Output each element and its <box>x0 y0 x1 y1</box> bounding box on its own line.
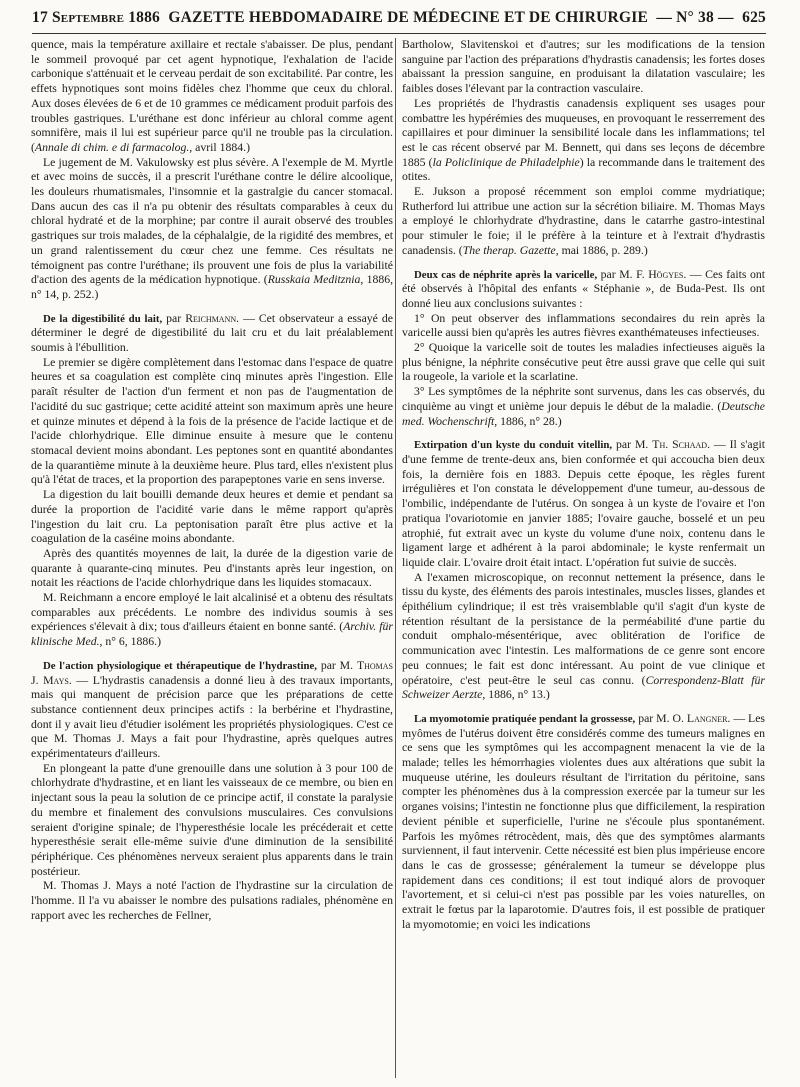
article-hydrastine: De l'action physiologique et thérapeutique de l'hydrastine, par M. Thomas J. Mays. — L'hydrastis canadensis a donné lieu à des travaux importants, mais qui manquent de précision parce que les préparations de cette substance contiennent deux principes actifs : la berbérine et l'hydrastine, dont il y avait lieu d'étudier isolément les propriétés physiologiques. C'est ce que M. Thomas J. Mays a fait pour l'hydrastine, après quelques autres expérimentateurs d'ailleurs. <box>31 658 393 761</box>
paragraph: Le premier se digère complètement dans l'estomac dans l'espace de quatre heures et sa coagulation est complète cinq minutes après l'ingestion. Elle paraît résulter de l'action d'un ferment et non pas de l'augmentation de l'acidité du suc gastrique; cette acidité atteint son maximum après une heure et quinze minutes et dépend à la fois de la présence de l'acide lactique et de l'acide chlorhydrique. Elle diminue ensuite à mesure que le contenu stomacal devient moins abondant. Les peptones sont en quantité abondantes de la quarantième minute à la deuxième heure. Plus tard, elles n'existent plus qu'à l'état de traces, et la proportion des parapeptones varie en sens inverse. <box>31 355 393 487</box>
paragraph: La digestion du lait bouilli demande deux heures et demie et pendant sa durée la proportion de l'acidité varie dans le même rapport qu'après l'ingestion du lait cru. La peptonisation paraît être plus active et la coagulation de la caséine moins abondante. <box>31 488 393 546</box>
article-kyste-conduit-vitellin: Extirpation d'un kyste du conduit vitellin, par M. Th. Schaad. — Il s'agit d'une femme de trente-deux ans, bien conformée et qui accoucha bien deux fois, la dernière fois en 1883. Depuis cette époque, les règles furent irrégulières et l'on constata le développement d'une tumeur, au-dessous de l'ombilic, indépendante de l'utérus. On songea à un kyste de l'ovaire et l'on pratiqua l'ovariotomie en janvier 1885; l'ovaire gauche, bosselé et un peu atrophié, fut extrait avec un kyste du volume d'une noix, contenu dans le ligament large et adhérent à la paroi abdominale; le kyste renfermait un liquide clair. L'ovaire droit était intact. L'opération fut suivie de succès. <box>402 438 765 569</box>
article-heading: La myomotomie pratiquée pendant la grossesse, <box>414 712 636 725</box>
header-date: 17 Septembre 1886 <box>32 9 161 26</box>
article-heading: De la digestibilité du lait, <box>43 312 163 325</box>
issue-number: — N° 38 — <box>656 9 734 26</box>
author-name: Högyes <box>648 267 684 281</box>
paragraph: A l'examen microscopique, on reconnut nettement la présence, dans le tissu du kyste, des éléments des parois intestinales, muscles lisses, glandes et épithélium cylindrique; il est très vraisemblable qu'il s'agit d'un kyste de rétention résultant de la persistance de la perméabilité d'une partie du conduit omphalo-mésentérique, avec oblitération de l'orifice de communication avec l'intestin. Les malformations de ce genre sont encore peu connues; le fait est donc intéressant. Au point de vue clinique et opératoire, c'est peut-être le seul cas connu. (Correspondenz-Blatt für Schweizer Aerzte, 1886, n° 13.) <box>402 570 765 702</box>
citation: Archiv. für klinische Med. <box>31 620 393 649</box>
paragraph: quence, mais la température axillaire et rectale s'abaisser. De plus, pendant le sommeil provoqué par cet agent hypnotique, l'exhalation de l'acide carbonique s'atténuait et le cerveau perdait de son excitabilité. Par contre, les effets hypnotiques sont moins fidèles chez l'homme que ceux du chloral. Aux doses élevées de 6 et de 10 grammes ce médicament produit parfois des troubles gastriques. L'uréthane est donc inférieur au chloral comme agent somnifère, mais il lui est supérieur parce qu'il ne trouble pas la circulation. (Annale di chim. e di farmacolog., avril 1884.) <box>31 38 393 154</box>
author-name: Langner <box>686 711 728 725</box>
page-number: 625 <box>742 9 766 26</box>
column-divider <box>395 38 396 1078</box>
article-nephrite-varicelle: Deux cas de néphrite après la varicelle, par M. F. Högyes. — Ces faits ont été observés à l'hôpital des enfants « Stéphanie », de Buda-Pest. Ils ont donné lieu aux conclusions suivantes : <box>402 267 765 310</box>
citation: Correspondenz-Blatt für Schweizer Aerzte <box>402 673 765 702</box>
article-myomotomie-grossesse: La myomotomie pratiquée pendant la grossesse, par M. O. Langner. — Les myômes de l'utérus doivent être considérés comme des tumeurs malignes en ce sens que les symptômes qui les accompagnent menacent la vie de la malade; telles les hémorrhagies violentes dues aux altérations que subit la muqueuse utérine, les douleurs résultant de l'irritation du péritoine, sans compter les phénomènes dus à la compression exercée par la tumeur sur les organes voisins; l'intestin ne fonctionne plus que difficilement, la respiration devient pénible et superficielle, l'urine ne s'écoule plus spontanément. Parfois les myômes rétrocèdent, mais, dès que des symptômes alarmants surviennent, il faut intervenir. Cette nécessité est bien plus impérieuse encore dans le cas de grossesse; généralement la tumeur se développe plus rapidement dans ces conditions; il est tout indiqué alors de provoquer l'avortement, et si celui-ci n'est pas possible par les voies naturelles, on extrait le fœtus par la laparotomie. D'autres fois, il est possible de pratiquer la myomotomie; en voici les indications <box>402 711 765 931</box>
author-name: Thomas J. Mays <box>31 658 393 687</box>
paragraph: 2° Quoique la varicelle soit de toutes les maladies infectieuses aiguës la plus bénigne, la néphrite consécutive peut être aussi grave que celle qui suit la rougeole, la variole et la scarlatine. <box>402 341 765 384</box>
article-heading: De l'action physiologique et thérapeutique de l'hydrastine, <box>43 659 317 672</box>
article-heading: Deux cas de néphrite après la varicelle, <box>414 268 598 281</box>
paragraph: Après des quantités moyennes de lait, la durée de la digestion varie de quarante à quarante-cinq minutes. Peu d'instants après leur ingestion, on notait les réactions de l'acide chlorhydrique dans les liquides stomacaux. <box>31 546 393 590</box>
citation: The therap. Gazette <box>462 243 556 257</box>
author-name: Th. Schaad <box>652 438 708 452</box>
paragraph: Les propriétés de l'hydrastis canadensis expliquent ses usages pour combattre les hypérémies des muqueuses, en provoquant le resserrement des capillaires et pour diminuer la sensibilité locale dans les inflammations; tel est le cas récent observé par M. Bennett, qui dans ses leçons de décembre 1885 (la Policlinique de Philadelphie) la recommande dans le traitement des otites. <box>402 96 765 184</box>
right-column <box>402 38 765 1082</box>
article-heading: Extirpation d'un kyste du conduit vitellin, <box>414 439 613 452</box>
article-digestibilite-lait: De la digestibilité du lait, par Reichmann. — Cet observateur a essayé de déterminer le degré de digestibilité du lait cru et du lait préalablement soumis à l'ébullition. <box>31 311 393 355</box>
citation: Deutsche med. Wochenschrift <box>402 399 765 428</box>
citation: Russkaia Meditznia <box>267 273 361 287</box>
paragraph: Le jugement de M. Vakulowsky est plus sévère. A l'exemple de M. Myrtle et avec moins de succès, il a prescrit l'uréthane contre le délire alcoolique, les douleurs rhumatismales, l'insomnie et la gastralgie du cancer stomacal. Dans aucun des cas il n'a pu obtenir des résultats comparables à ceux du chloral hydraté et de la morphine; par contre il aurait observé des troubles gastriques sur trois malades, de la céphalalgie, de la rigidité des membres, et un grand ralentissement du cœur chez une femme. Ces résultats ne témoignent pas contre l'uréthane; ils prouvent une fois de plus la variabilité d'action des agents de la médication hypnotique. (Russkaia Meditznia, 1886, n° 14, p. 252.) <box>31 155 393 301</box>
citation: Annale di chim. e di farmacolog. <box>34 140 190 154</box>
left-column <box>31 38 393 1082</box>
paragraph: M. Thomas J. Mays a noté l'action de l'hydrastine sur la circulation de l'homme. Il l'a vu abaisser le nombre des pulsations radiales, phénomène en rapport avec les recherches de Fellner, <box>31 879 393 922</box>
paragraph: 1° On peut observer des inflammations secondaires du rein après la varicelle aussi bien qu'après les autres fièvres exanthémateuses infectieuses. <box>402 311 765 340</box>
paragraph: En plongeant la patte d'une grenouille dans une solution à 3 pour 100 de chlorhydrate d'hydrastine, et en liant les vaisseaux de ce membre, ou bien en injectant sous la peau la solution de ce principe actif, il constate la paralysie du membre et finalement des convulsions musculaires. Ces convulsions seraient d'origine spinale; de l'hyperesthésie locale les précéderait et cette hyperesthésie serait elle-même suivie d'une diminution de la sensibilité périphérique. Ces phénomènes nerveux seraient plus apparents dans le train postérieur. <box>31 761 393 878</box>
paragraph: 3° Les symptômes de la néphrite sont survenus, dans les cas observés, du cinquième au vingt et unième jour depuis le début de la maladie. (Deutsche med. Wochenschrift, 1886, n° 28.) <box>402 385 765 428</box>
paragraph: E. Jukson a proposé récemment son emploi comme mydriatique; Rutherford lui attribue une action sur la sécrétion biliaire. M. Thomas Mays a employé le chlorhydrate d'hydrastine, dans le catarrhe gastro-intestinal pour stimuler le foie; il le préfère à la teinture et à l'extrait d'hydrastis canadensis. (The therap. Gazette, mai 1886, p. 289.) <box>402 185 765 257</box>
citation: la Policlinique de Philadelphie <box>432 155 580 169</box>
page-header <box>32 9 766 33</box>
header-rule <box>32 33 766 34</box>
author-name: Reichmann <box>185 311 237 325</box>
paragraph: Bartholow, Slavitenskoi et d'autres; sur les modifications de la tension sanguine par l'action des préparations d'hydrastis canadensis; les fortes doses abaissant la pression sanguine, en produisant la dilatation vasculaire; les faibles doses l'élevant par la contraction vasculaire. <box>402 38 765 96</box>
journal-title: GAZETTE HEBDOMADAIRE DE MÉDECINE ET DE CHIRURGIE <box>168 9 648 26</box>
paragraph: M. Reichmann a encore employé le lait alcalinisé et a obtenu des résultats comparables aux précédents. Le nombre des individus soumis à ses expériences s'élevait à dix; tous d'ailleurs étaient en bonne santé. (Archiv. für klinische Med., n° 6, 1886.) <box>31 591 393 649</box>
